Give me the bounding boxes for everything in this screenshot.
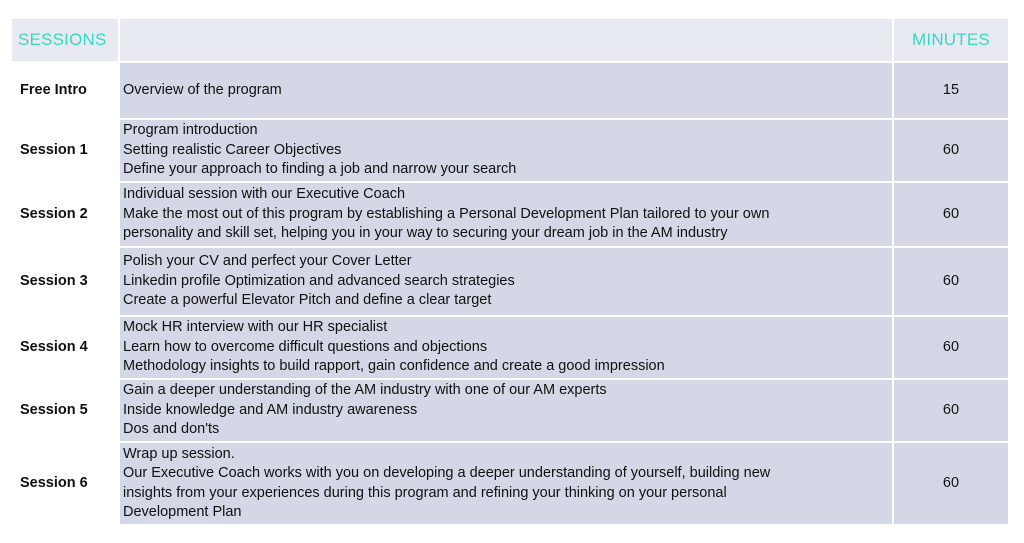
session-description bbox=[120, 443, 892, 524]
session-name: Session 4 bbox=[12, 317, 118, 378]
table-row bbox=[12, 248, 1008, 315]
table-row bbox=[12, 183, 1008, 246]
table-row bbox=[12, 63, 1008, 118]
description-line: Development Plan bbox=[123, 504, 242, 520]
session-description bbox=[120, 63, 892, 118]
description-line: Define your approach to finding a job and narrow your search bbox=[123, 161, 517, 178]
session-name: Session 5 bbox=[12, 380, 118, 441]
description-line: Program introduction bbox=[123, 122, 258, 139]
table-row bbox=[12, 120, 1008, 181]
session-description bbox=[120, 248, 892, 315]
session-minutes: 60 bbox=[894, 120, 1008, 181]
minutes-header: MINUTES bbox=[894, 19, 1008, 61]
description-line: Individual session with our Executive Coach bbox=[123, 186, 406, 203]
session-minutes: 60 bbox=[894, 317, 1008, 378]
description-line: Learn how to overcome difficult questions and objections bbox=[123, 338, 488, 355]
session-name: Session 3 bbox=[12, 248, 118, 315]
description-line: Mock HR interview with our HR specialist bbox=[123, 319, 388, 336]
sessions-table bbox=[10, 17, 1010, 526]
description-line: Methodology insights to build rapport, gain confidence and create a good impression bbox=[123, 358, 665, 375]
session-minutes: 60 bbox=[894, 380, 1008, 441]
description-line: Overview of the program bbox=[123, 81, 282, 98]
table-row bbox=[12, 443, 1008, 524]
session-minutes: 60 bbox=[894, 248, 1008, 315]
description-line: Linkedin profile Optimization and advanced search strategies bbox=[123, 272, 515, 289]
table-row bbox=[12, 317, 1008, 378]
session-minutes: 60 bbox=[894, 183, 1008, 246]
session-minutes: 60 bbox=[894, 443, 1008, 524]
session-name: Free Intro bbox=[12, 63, 118, 118]
session-description bbox=[120, 380, 892, 441]
description-header bbox=[120, 19, 892, 61]
session-name: Session 6 bbox=[12, 443, 118, 524]
session-description bbox=[120, 317, 892, 378]
description-line: personality and skill set, helping you in your way to securing your dream job in the AM industry bbox=[123, 225, 728, 242]
session-name: Session 2 bbox=[12, 183, 118, 246]
description-line: Gain a deeper understanding of the AM industry with one of our AM experts bbox=[123, 382, 607, 399]
description-line: Inside knowledge and AM industry awareness bbox=[123, 401, 418, 418]
description-line: Polish your CV and perfect your Cover Letter bbox=[123, 253, 412, 270]
description-line: Dos and don'ts bbox=[123, 421, 220, 438]
description-line: Our Executive Coach works with you on developing a deeper understanding of yourself, building new bbox=[123, 465, 771, 481]
description-line: insights from your experiences during this program and refining your thinking on your personal bbox=[123, 484, 727, 501]
session-name: Session 1 bbox=[12, 120, 118, 181]
table-row bbox=[12, 380, 1008, 441]
description-line: Setting realistic Career Objectives bbox=[123, 141, 342, 158]
session-minutes: 15 bbox=[894, 63, 1008, 118]
session-description bbox=[120, 120, 892, 181]
session-description bbox=[120, 183, 892, 246]
description-line: Make the most out of this program by establishing a Personal Development Plan tailored to your own bbox=[123, 205, 770, 222]
header-row bbox=[12, 19, 1008, 61]
description-line: Create a powerful Elevator Pitch and define a clear target bbox=[123, 292, 492, 309]
sessions-header: SESSIONS bbox=[12, 19, 118, 61]
description-line: Wrap up session. bbox=[123, 445, 235, 462]
